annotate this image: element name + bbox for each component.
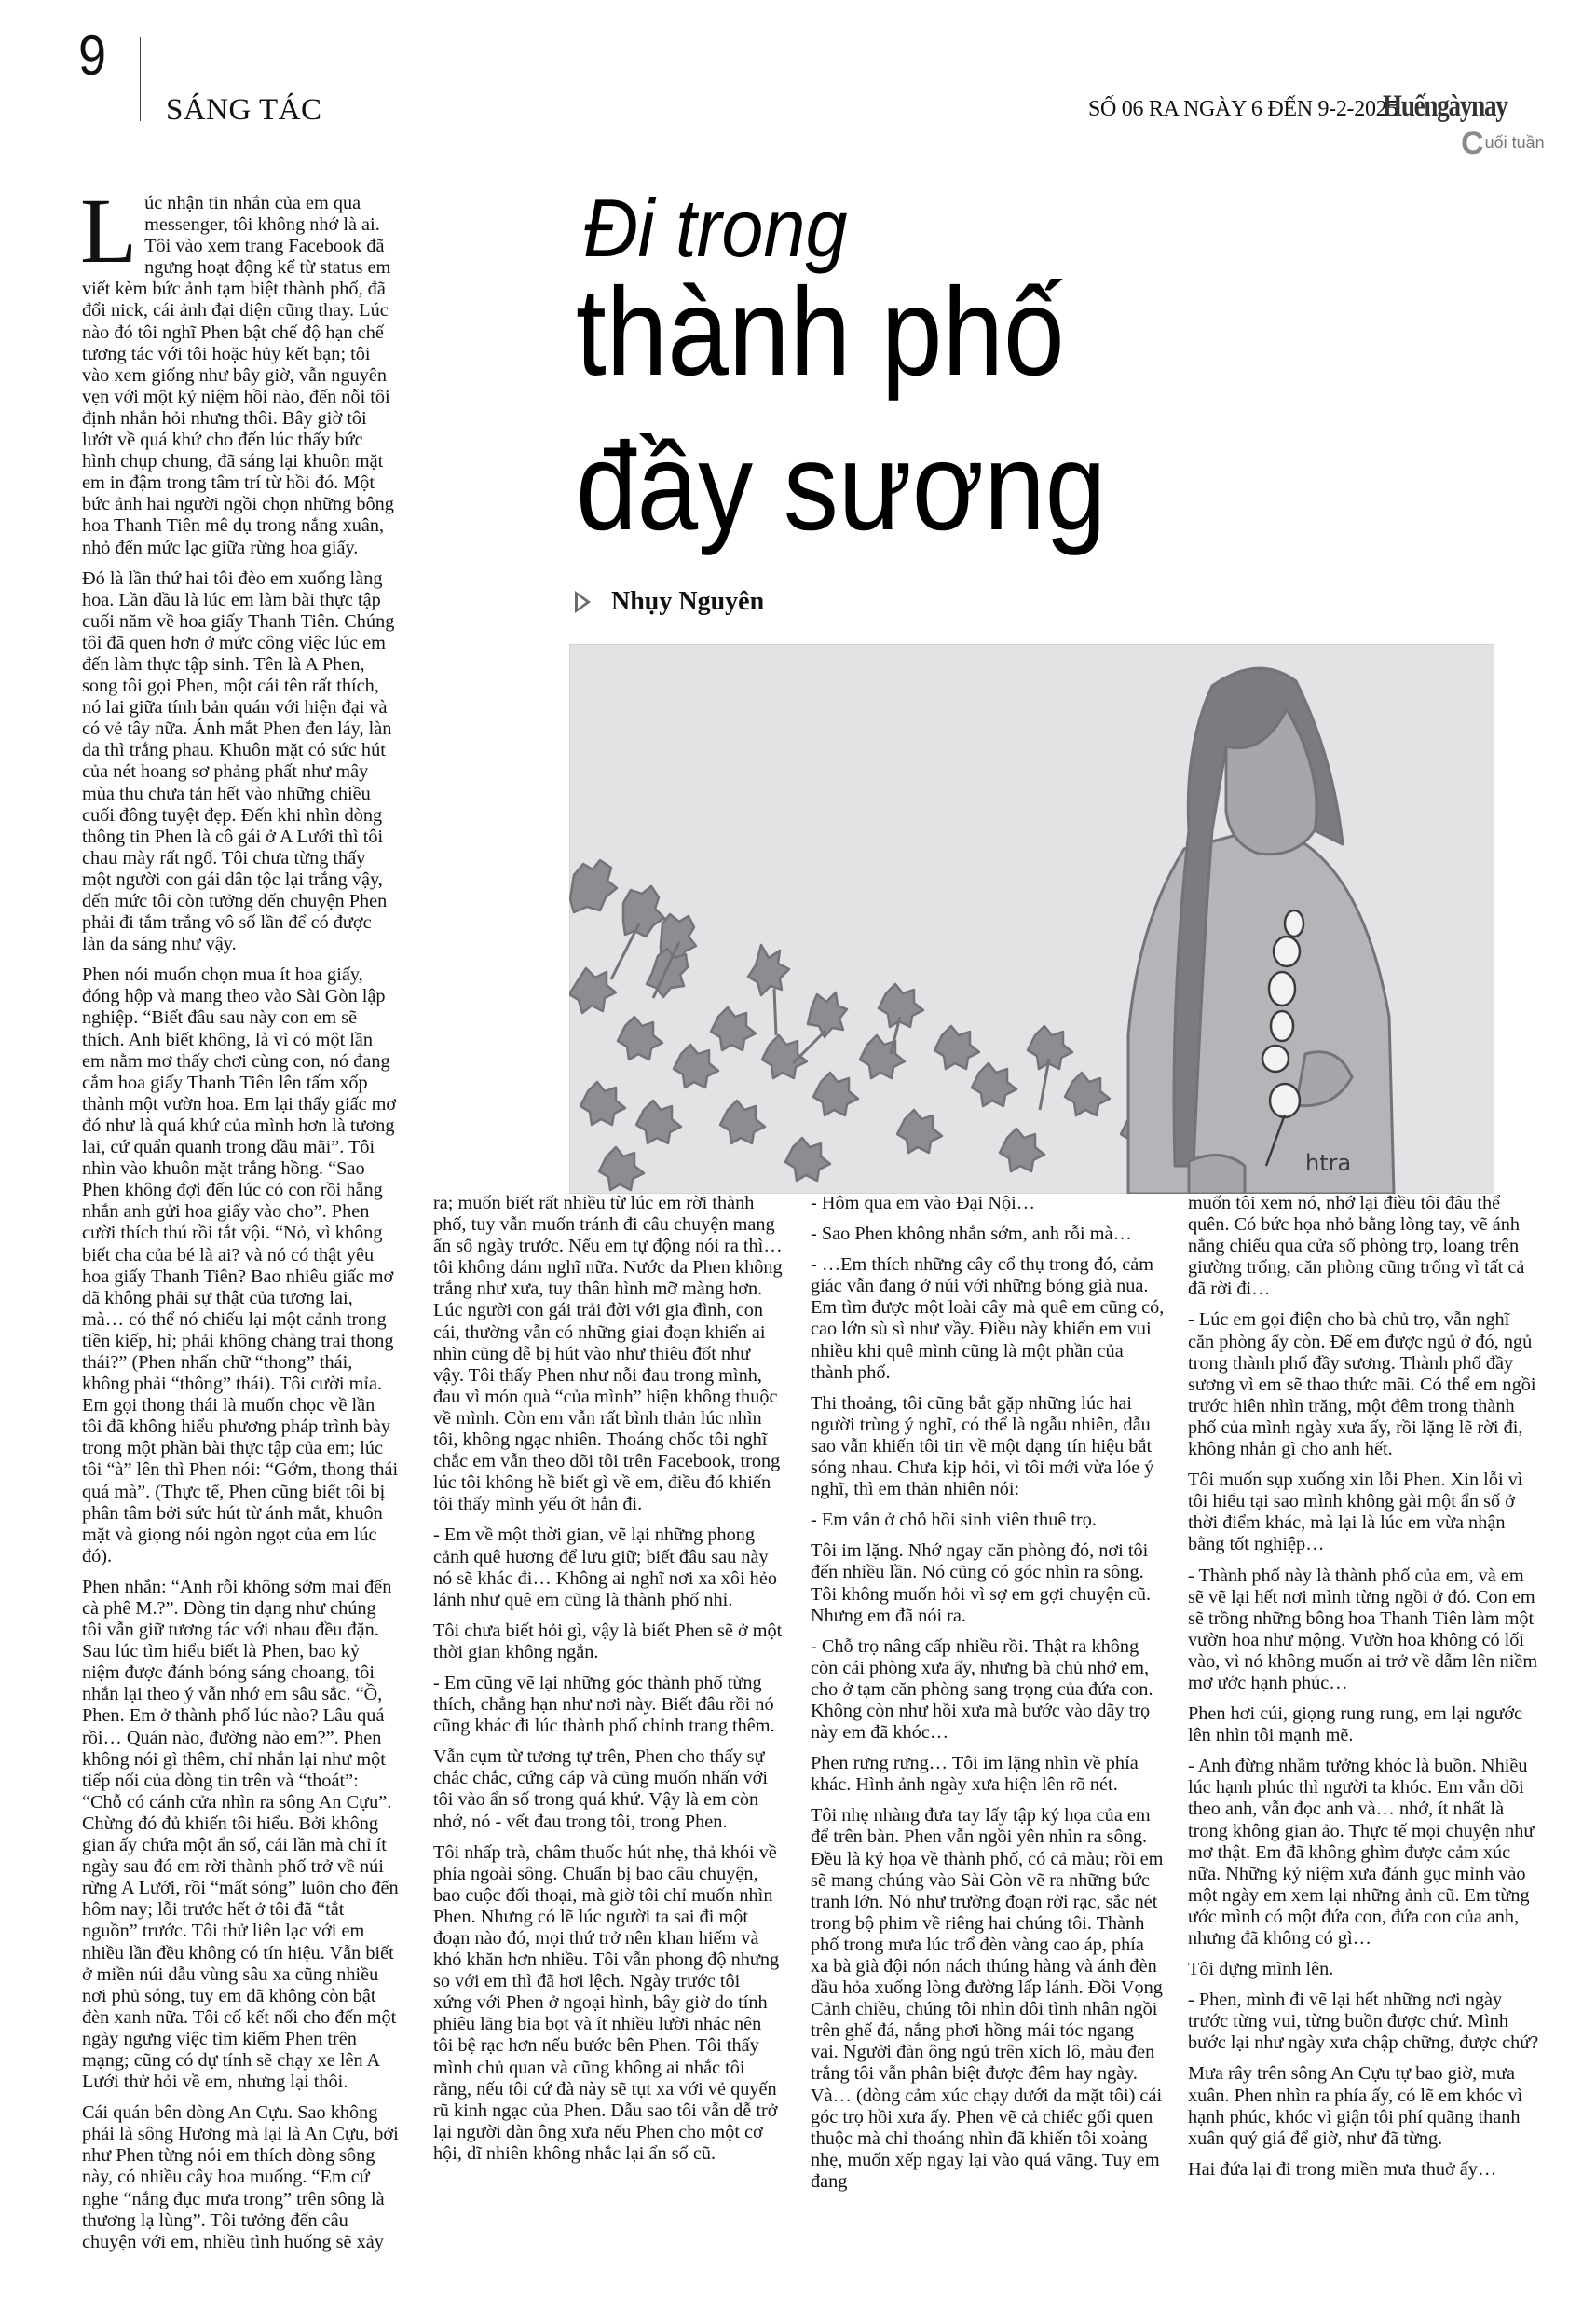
article-title-line-2: thành phố <box>576 263 1065 402</box>
article-column-1 <box>80 179 399 2263</box>
artist-signature: htra <box>1305 1150 1352 1176</box>
header-divider <box>140 37 141 121</box>
paragraph: Tôi dựng mình lên. <box>1188 1959 1334 1980</box>
article-illustration <box>569 644 1494 1194</box>
section-name: SÁNG TÁC <box>166 93 322 127</box>
paragraph: Phen nhắn: “Anh rỗi không sớm mai đến cà phê M.?”. Dòng tin dạng như chúng tôi vẫn giữ tương tác với nhau đều đặn. Sau lúc tìm hiểu biết là Phen, bao kỷ niệm được đánh bóng sáng choang, tôi nhắn lại theo ý vẫn nhớ em sâu sắc. “Ồ, Phen. Em ở thành phố lúc nào? Lâu quá rồi… Quán nào, đường nào em?”. Phen không nói gì thêm, chỉ nhắn lại như một tiếp nối của dòng tin trên và “thoát”: “Chỗ có cánh cửa nhìn ra sông An Cựu”. Chừng đó đủ khiến tôi hiểu. Bởi không gian ấy chứa một ẩn số, cái lần mà chỉ ít ngày sau đó em rời thành phố trở về núi rừng A Lưới, rồi “mất sóng” luôn cho đến hôm nay; lỗi trước hết ở tôi đã “tắt nguồn” trước. Tôi thử liên lạc với em nhiều lần đều không có tín hiệu. Vẫn biết ở miền núi dẫu vùng sâu xa cũng nhiều nơi phủ sóng, tuy em đã không còn bật đèn xanh nữa. Tôi cố kết nối cho đến một ngày ngưng việc tìm kiếm Phen trên mạng; cũng có dự tính sẽ chạy xe lên A Lưới thử hỏi về em, nhưng lại thôi. <box>82 1576 399 2093</box>
publication-sub-logo <box>1461 126 1545 162</box>
paragraph: - Phen, mình đi vẽ lại hết những nơi ngày trước từng vui, từng buồn được chứ. Mình bước lại như ngày xưa chập chững, được chứ? <box>1188 1990 1539 2054</box>
paragraph: Cái quán bên dòng An Cựu. Sao không phải là sông Hương mà lại là An Cựu, bởi như Phen từng nói em thích dòng sông này, có nhiều cây hoa muống. “Em cứ nghe “nắng đục mưa trong” trên sông là thương lạ lùng”. Tôi tưởng đến câu chuyện với em, nhiều tình huống sẽ xảy <box>82 2102 399 2252</box>
paragraph: - Sao Phen không nhắn sớm, anh rỗi mà… <box>811 1224 1132 1245</box>
paragraph: Phen hơi cúi, giọng rung rung, em lại ngước lên nhìn tôi mạnh mẽ. <box>1188 1703 1523 1746</box>
article-column-2 <box>433 1193 783 2174</box>
paragraph: Tôi nhấp trà, châm thuốc hút nhẹ, thả khói về phía ngoài sông. Chuẩn bị bao câu chuyện, bao cuộc đối thoại, mà giờ tôi chỉ muốn nhìn Phen. Nhưng có lẽ lúc người ta sai đi một đoạn nào đó, mọi thứ trở nên khan hiếm và khó khăn hơn nhiều. Tôi vẫn phong độ nhưng so với em thì đã hơi lệch. Ngày trước tôi xứng với Phen ở ngoại hình, bây giờ do tính phiêu lãng bia bọt và ít nhiều lười nhác nên tôi bệ rạc hơn nếu bước bên Phen. Tôi thấy mình chủ quan và cũng không ai nhắc tôi rằng, nếu tôi cứ đà này sẽ tụt xa với vẻ quyến rũ kinh ngạc của Phen. Dẫu sao tôi vẫn dễ trở lại người đàn ông xưa nếu Phen cho một cơ hội, dĩ nhiên không nhắc lại ẩn số cũ. <box>433 1841 780 2164</box>
paragraph: Tôi chưa biết hỏi gì, vậy là biết Phen sẽ ở một thời gian không ngắn. <box>433 1620 783 1662</box>
paragraph: Lúc nhận tin nhắn của em qua messenger, tôi không nhớ là ai. Tôi vào xem trang Facebook đã ngưng hoạt động kể từ status em viết kèm bức ảnh tạm biệt thành phố, đã đổi nick, cái ảnh đại diện cũng thay. Lúc nào đó tôi nghĩ Phen bật chế độ hạn chế tương tác với tôi hoặc hủy kết bạn; tôi vào xem giống như bây giờ, vẫn nguyên vẹn với một kỷ niệm hồi nào, đến nỗi tôi định nhắn hỏi nhưng thôi. Bây giờ tôi lướt về quá khứ cho đến lúc thấy bức hình chụp chung, đã sáng lại khuôn mặt em in đậm trong tâm trí từ hồi đó. Một bức ảnh hai người ngồi chọn những bông hoa Thanh Tiên mê dụ trong nắng xuân, nhỏ đến mức lạc giữa rừng hoa giấy. <box>80 179 394 558</box>
publication-logo: Huếngàynay <box>1383 89 1507 123</box>
article-column-4 <box>1188 1193 1540 2190</box>
paragraph: Hai đứa lại đi trong miền mưa thuở ấy… <box>1188 2158 1497 2180</box>
paragraph: Tôi nhẹ nhàng đưa tay lấy tập ký họa của em để trên bàn. Phen vẫn ngồi yên nhìn ra sông. Đều là ký họa về thành phố, có cả màu; rồi em sẽ mang chúng vào Sài Gòn vẽ ra những bức tranh lớn. Nó như trường đoạn rời rạc, sắc nét trong bộ phim về riêng hai chúng tôi. Thành phố trong mưa lúc trổ đèn vàng cao áp, phía xa bà già đội nón nách thúng hàng và ánh đèn dầu hỏa xuống lòng đường lấp lánh. Đồi Vọng Cảnh chiều, chúng tôi nhìn đôi tình nhân ngồi trên ghế đá, nắng phơi hồng mái tóc ngang vai. Người đàn ông ngủ trên xích lô, màu đen trắng tôi vẫn phân biệt được đêm hay ngày. Và… (dòng cảm xúc chạy dưới da mặt tôi) cái góc trọ hồi xưa ấy. Phen vẽ cả chiếc gối quen thuộc mà chỉ thoáng nhìn đã khiến tôi xoàng nhẹ, muốn xếp ngay lại vào quá vãng. Tuy em đang <box>811 1805 1164 2192</box>
page-number: 9 <box>78 24 107 87</box>
paragraph: muốn tôi xem nó, nhớ lại điều tôi đâu thể quên. Có bức họa nhỏ bằng lòng tay, vẽ ánh nắng chiếu qua cửa sổ phòng trọ, loang trên giường trống, căn phòng cũng trống vì tất cả đã rời đi… <box>1188 1193 1525 1300</box>
paragraph: Tôi im lặng. Nhớ ngay căn phòng đó, nơi tôi đến nhiều lần. Nó cũng có góc nhìn ra sông. Tôi không muốn hỏi vì sợ em gợi chuyện cũ. Nhưng em đã nói ra. <box>811 1540 1152 1626</box>
paragraph: Phen rưng rưng… Tôi im lặng nhìn về phía khác. Hình ảnh ngày xưa hiện lên rõ nét. <box>811 1753 1139 1796</box>
paragraph: - Em về một thời gian, vẽ lại những phong cảnh quê hương để lưu giữ; biết đâu sau này nó sẽ khác đi… Không ai nghĩ nơi xa xôi hẻo lánh như quê em cũng là thành phố nhỉ. <box>433 1525 777 1610</box>
article-title-line-3: đầy sương <box>576 417 1107 556</box>
paragraph: Mưa rây trên sông An Cựu tự bao giờ, mưa xuân. Phen nhìn ra phía ấy, có lẽ em khóc vì hạnh phúc, khóc vì giận tôi phí quãng thanh xuân quý giá để giờ, như đã từng. <box>1188 2063 1523 2149</box>
logo-sub-text: uối tuần <box>1484 133 1545 152</box>
article-title-line-1: Đi trong <box>583 182 848 274</box>
paragraph: Tôi muốn sụp xuống xin lỗi Phen. Xin lỗi vì tôi hiểu tại sao mình không gài một ẩn số ở thời điểm khác, mà lại là lúc em vừa nhận bằng tốt nghiệp… <box>1188 1470 1523 1555</box>
paragraph: ra; muốn biết rất nhiều từ lúc em rời thành phố, tuy vẫn muốn tránh đi câu chuyện mang ẩn số ngày trước. Nếu em tự động nói ra thì… tôi không dám nghĩ nữa. Nước da Phen không trắng như xưa, tuy thân hình mỡ màng hơn. Lúc người con gái trải đời với gia đình, con cái, thường vẫn có những giai đoạn khiến ai nhìn cũng dễ bị hút vào như thiêu đốt như vậy. Tôi thấy Phen như nỗi đau trong mình, đau vì món quà “của mình” hiện không thuộc về mình. Còn em vẫn rất bình thản lúc nhìn tôi, không ngạc nhiên. Thoáng chốc tôi nghĩ chắc em vẫn theo dõi tôi trên Facebook, trong lúc tôi không hề biết gì về em, điều đó khiến tôi thấy mình yếu ớt hẳn đi. <box>433 1193 783 1515</box>
paragraph: - Em cũng vẽ lại những góc thành phố từng thích, chẳng hạn như nơi này. Biết đâu rồi nó cũng khác đi lúc thành phố chỉnh trang thêm. <box>433 1672 775 1737</box>
paragraph: - Thành phố này là thành phố của em, và em sẽ vẽ lại hết nơi mình từng ngồi ở đó. Con em sẽ trồng những bông hoa Thanh Tiên làm một vườn hoa như mộng. Vườn hoa không có lối vào, vì nó không muốn ai trở về dẫm lên niềm mơ ước hạnh phúc… <box>1188 1565 1538 1693</box>
paragraph: - Lúc em gọi điện cho bà chủ trọ, vẫn nghĩ căn phòng ấy còn. Để em được ngủ ở đó, ngủ trong thành phố đầy sương. Thành phố đầy sương vì em sẽ thao thức mãi. Có thể em ngồi trước hiên nhìn trăng, một đêm trong thành phố của mình ngày xưa ấy, rồi lặng lẽ rời đi, không nhắn gì cho anh hết. <box>1188 1309 1536 1460</box>
logo-c-glyph: C <box>1461 126 1484 161</box>
paragraph: - Anh đừng nhầm tưởng khóc là buồn. Nhiều lúc hạnh phúc thì người ta khóc. Em vẫn dõi theo anh, vẫn đọc anh và… nhớ, ít nhất là trong không gian ảo. Thực tế mọi chuyện như mơ thật. Em đã không ghìm được cảm xúc nữa. Những kỷ niệm xưa đánh gục mình vào một ngày em xem lại những ảnh cũ. Em từng ước mình có một đứa con, đứa con của anh, nhưng đã không có gì… <box>1188 1756 1535 1949</box>
paragraph: Đó là lần thứ hai tôi đèo em xuống làng hoa. Lần đầu là lúc em làm bài thực tập cuối năm về hoa giấy Thanh Tiên. Chúng tôi đã quen hơn ở mức công việc lúc em đến làm thực tập sinh. Tên là A Phen, song tôi gọi Phen, một cái tên rất thích, nó lai giữa tính bản quán với hiện đại và có vẻ tây nữa. Ánh mắt Phen đen láy, làn da thì trắng phau. Khuôn mặt có sức hút của nét hoang sơ phảng phất như mây mùa thu chưa tản hết vào những chiều cuối đông tuyệt đẹp. Đến khi nhìn dòng thông tin Phen là cô gái ở A Lưới thì tôi chau mày rất ngố. Tôi chưa từng thấy một người con gái dân tộc lại trắng vậy, đến mức tôi còn tưởng đến chuyện Phen phải đi tắm trắng vô số lần để có được làn da sáng như vậy. <box>82 568 395 955</box>
author-name: Nhụy Nguyên <box>611 587 765 616</box>
paragraph: - Em vẫn ở chỗ hồi sinh viên thuê trọ. <box>811 1510 1098 1531</box>
issue-info: SỐ 06 RA NGÀY 6 ĐẾN 9-2-2025 <box>1088 97 1398 121</box>
paragraph: Phen nói muốn chọn mua ít hoa giấy, đóng hộp và mang theo vào Sài Gòn lập nghiệp. “Biết đâu sau này con em sẽ thích. Anh biết không, là vì có một lần em nằm mơ thấy chơi cùng con, nó đang cắm hoa giấy Thanh Tiên lên tấm xốp thành một vườn hoa. Em lại thấy giấc mơ đó như là quá khứ của mình hơn là tương lai, cứ quẩn quanh trong đầu mãi”. Tôi nhìn vào khuôn mặt trắng hồng. “Sao Phen không đợi đến lúc có con rồi hẵng nhắn anh gửi hoa giấy vào cho”. Phen cười thích thú rồi tắt vội. “Nỏ, vì không biết cha của bé là ai? và nó có thật yêu hoa giấy Thanh Tiên? Bao nhiêu giấc mơ đã không phải sự thật của tương lai, mà… có thể nó chiếu lại một cảnh trong tiền kiếp, hì; phải không chàng trai thong thái?” (Phen nhấn chữ “thong” thái, không phải “thông” thái). Tôi cười mỉa. Em gọi thong thái là muốn chọc về lần tôi đã không hiểu phương pháp trình bày trong một phần bài thực tập của em; lúc tôi “à” lên thì Phen nói: “Gớm, thong thái quá mà”. (Thực tế, Phen cũng biết tôi bị phân tâm bởi sức hút từ ánh mắt, khuôn mặt và giọng nói ngòn ngọt của em lúc đó). <box>82 964 399 1566</box>
paragraph: - …Em thích những cây cổ thụ trong đó, cảm giác vẫn đang ở núi với những bóng già nua. Em tìm được một loài cây mà quê em cũng có, cao lớn sù sì như vầy. Điều này khiến em vui nhiều khi quê mình cũng là một phần của thành phố. <box>811 1254 1165 1383</box>
hand <box>1189 1156 1245 1194</box>
byline-triangle-icon <box>575 591 591 613</box>
article-column-3 <box>811 1193 1165 2202</box>
paragraph: Thi thoảng, tôi cũng bắt gặp những lúc hai người trùng ý nghĩ, có thể là ngẫu nhiên, dẫu sao vẫn khiến tôi tin về một dạng tín hiệu bắt sóng nhau. Chưa kịp hỏi, vì tôi mới vừa lóe ý nghĩ, thì em thản nhiên nói: <box>811 1392 1154 1500</box>
paragraph: Vẫn cụm từ tương tự trên, Phen cho thấy sự chắc chắc, cứng cáp và cũng muốn nhấn với tôi vào ẩn số trong quá khứ. Vậy là em còn nhớ, nó - vết đau trong tôi, trong Phen. <box>433 1746 769 1832</box>
paragraph: - Hôm qua em vào Đại Nội… <box>811 1193 1036 1213</box>
paragraph: - Chỗ trọ nâng cấp nhiều rồi. Thật ra không còn cái phòng xưa ấy, nhưng bà chủ nhớ em, cho ở tạm căn phòng sang trọng của đứa con. Không còn như hồi xưa mà bước vào dãy trọ này em đã khóc… <box>811 1635 1153 1744</box>
byline <box>575 587 764 617</box>
drop-cap: L <box>80 179 138 282</box>
